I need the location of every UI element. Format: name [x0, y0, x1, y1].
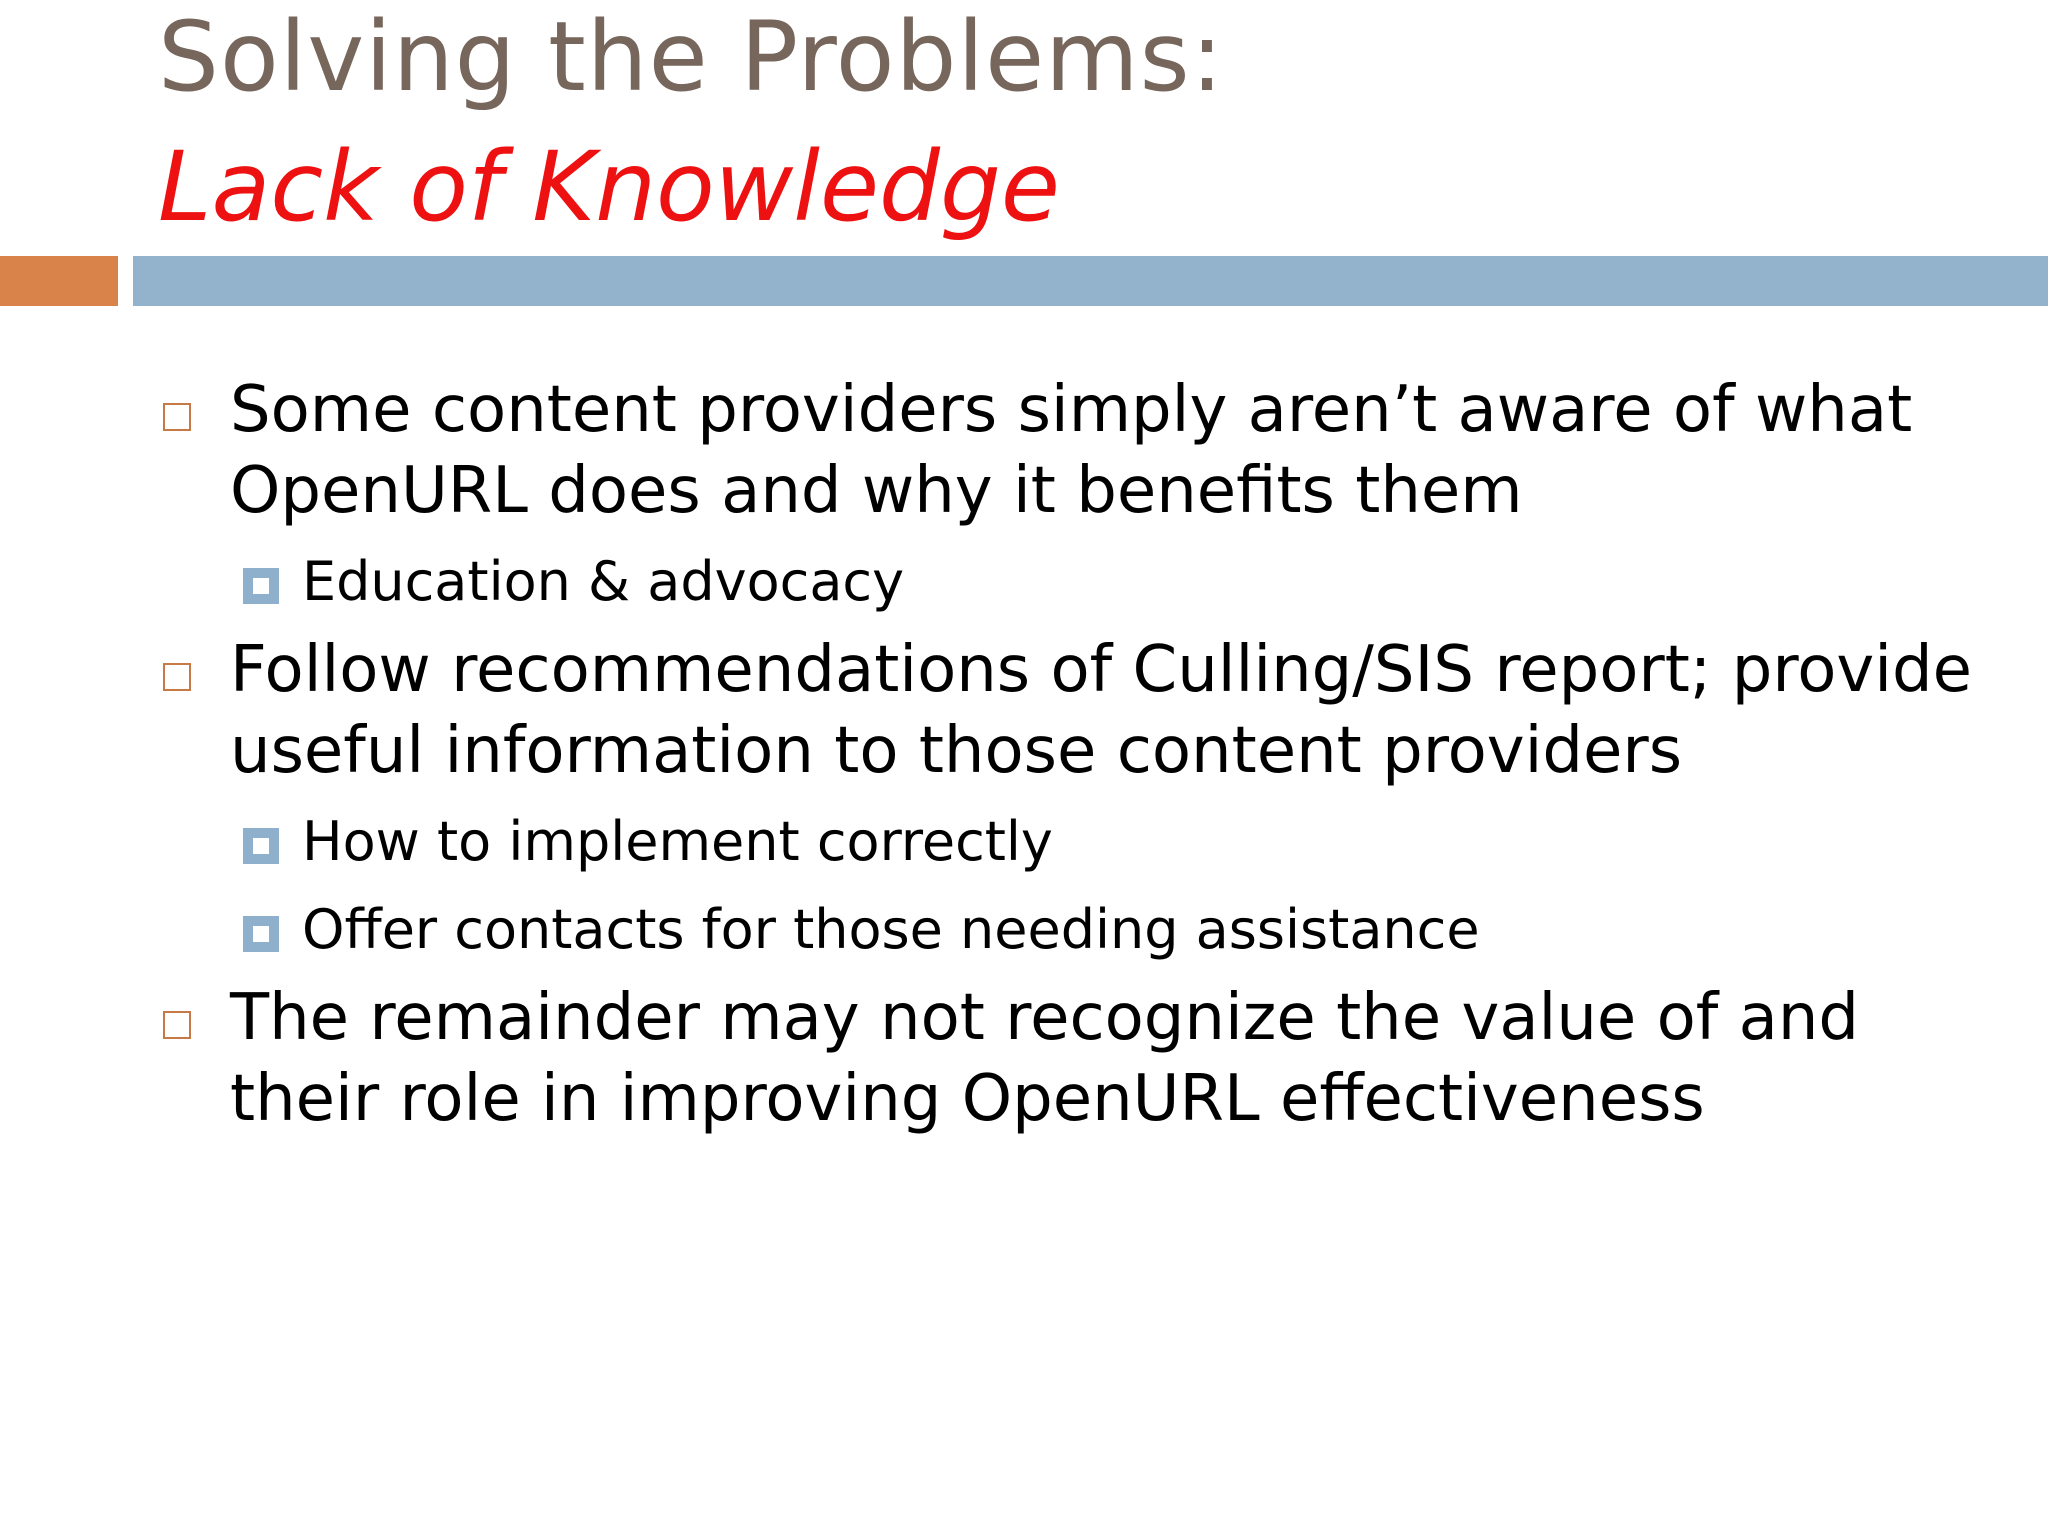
bullet-text: Some content providers simply aren’t aware of what OpenURL does and why it benefits them	[230, 373, 1913, 528]
accent-bar-blue	[133, 256, 2048, 306]
accent-bar-orange	[0, 256, 118, 306]
slide-title: Solving the Problems:	[158, 1, 1225, 113]
square-bullet-icon	[163, 1011, 191, 1039]
filled-square-bullet-icon	[243, 916, 279, 952]
bullet-text: The remainder may not recognize the value of and their role in improving OpenURL effectiveness	[230, 981, 1860, 1136]
bullet-item	[0, 370, 2048, 532]
sub-bullet-item	[0, 798, 2048, 886]
bullet-item	[0, 978, 2048, 1140]
bullet-list	[0, 370, 2048, 1146]
square-bullet-icon	[163, 663, 191, 691]
filled-square-bullet-icon	[243, 568, 279, 604]
slide-subtitle: Lack of Knowledge	[158, 131, 1060, 243]
bullet-item	[0, 630, 2048, 792]
sub-bullet-item	[0, 886, 2048, 974]
square-bullet-icon	[163, 403, 191, 431]
bullet-text: Follow recommendations of Culling/SIS report; provide useful information to those content providers	[230, 633, 1973, 788]
filled-square-bullet-icon	[243, 828, 279, 864]
sub-bullet-text: Education & advocacy	[302, 550, 905, 613]
sub-bullet-item	[0, 538, 2048, 626]
sub-bullet-text: Offer contacts for those needing assistance	[302, 898, 1480, 961]
sub-bullet-text: How to implement correctly	[302, 810, 1053, 873]
